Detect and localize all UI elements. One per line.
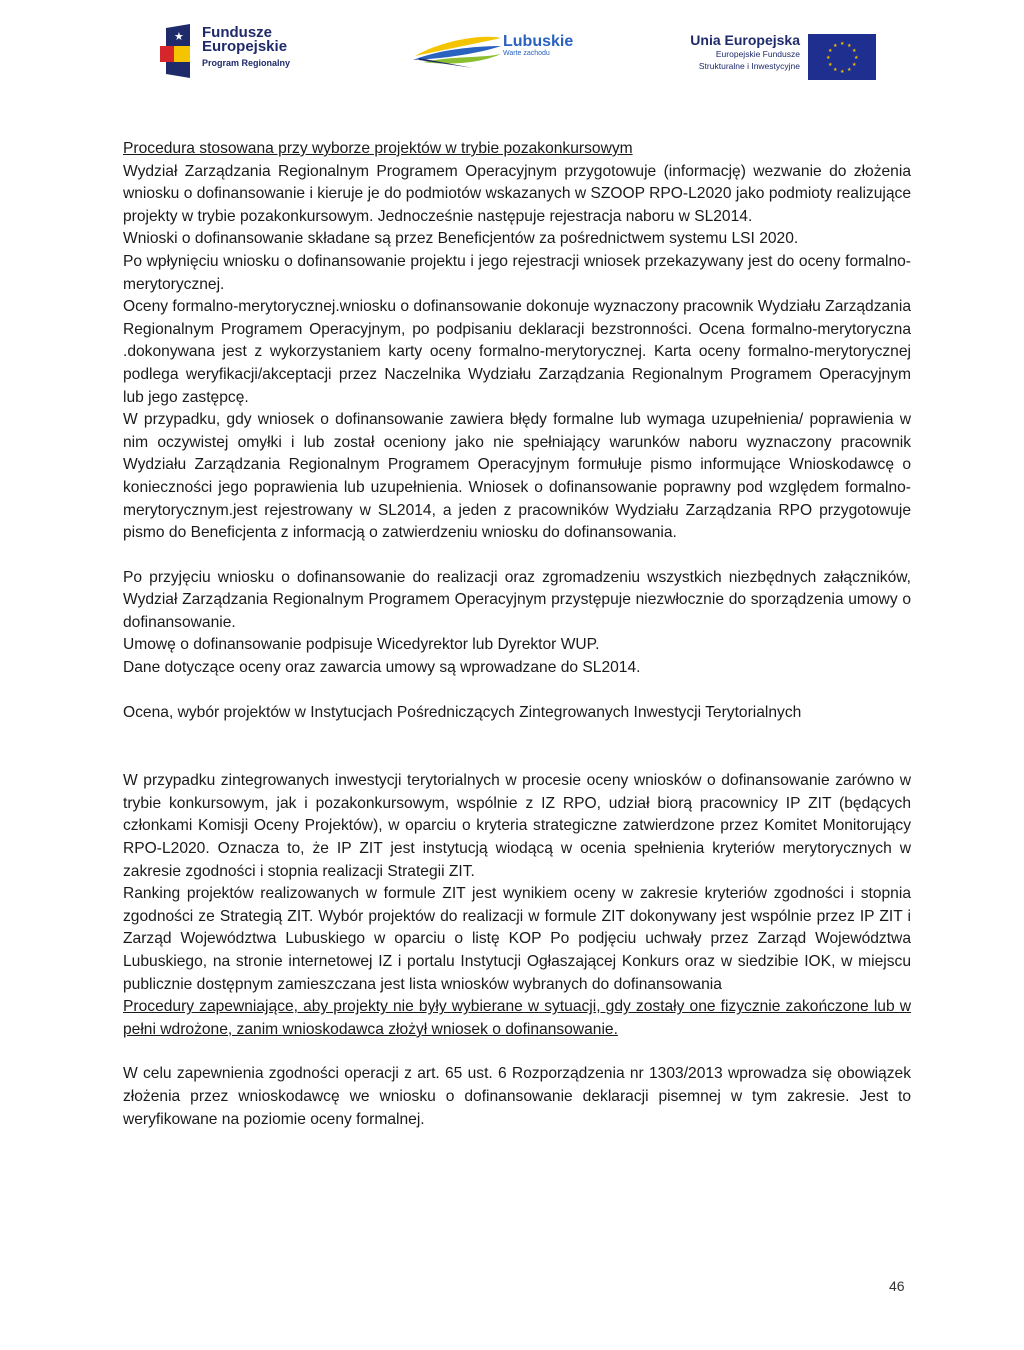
paragraph: W celu zapewnienia zgodności operacji z art. 65 ust. 6 Rozporządzenia nr 1303/2013 wprowadza się obowiązek złożenia przez wnioskodawcę we wniosku o dofinansowanie deklaracji pisemnej w tym zakresie. Jest to weryfikowane na poziomie oceny formalnej. — [123, 1065, 911, 1128]
paragraph: Po wpłynięciu wniosku o dofinansowanie projektu i jego rejestracji wniosek przekazywany jest do oceny formalno-merytorycznej. — [123, 252, 911, 293]
svg-text:★: ★ — [852, 48, 857, 54]
paragraph: Umowę o dofinansowanie podpisuje Wicedyrektor lub Dyrektor WUP. — [123, 636, 600, 654]
svg-text:★: ★ — [840, 69, 845, 75]
fe-logo-line2: Europejskie — [202, 38, 288, 55]
page-number: 46 — [889, 1278, 905, 1294]
fundusze-europejskie-logo — [160, 20, 340, 80]
paragraph: Dane dotyczące oceny oraz zawarcia umowy są wprowadzane do SL2014. — [123, 659, 641, 677]
paragraph: Oceny formalno-merytorycznej.wniosku o dofinansowanie dokonuje wyznaczony pracownik Wydziału Zarządzania Regionalnym Programem Operacyjnym, po podpisaniu deklaracji bezstronności. Ocena formalno-merytoryczna .dokonywana jest z wykorzystaniem karty oceny formalno-merytorycznej. Karta oceny formalno-merytorycznej podlega weryfikacji/akceptacji przez Naczelnika Wydziału Zarządzania Regionalnym Programem Operacyjnym lub jego zastępcę. — [123, 298, 911, 406]
paragraph: W przypadku zintegrowanych inwestycji terytorialnych w procesie oceny wniosków o dofinansowanie zarówno w trybie konkursowym, jak i pozakonkursowym, wspólnie z IZ RPO, udział biorą pracownicy IP ZIT (będących członkami Komisji Oceny Projektów), w oparciu o kryteria strategiczne zatwierdzone przez Komitet Monitorujący RPO-L2020. Oznacza to, że IP ZIT jest instytucją wiodącą w ocenia spełnienia kryteriów merytorycznych w zakresie zgodności i stopnia realizacji Strategii ZIT. — [123, 772, 911, 880]
eu-flag-icon — [808, 34, 876, 80]
fe-logo-line3: Program Regionalny — [202, 58, 291, 68]
fe-logo-line1: Fundusze — [202, 24, 272, 41]
svg-text:★: ★ — [847, 67, 852, 73]
underlined-procedure-heading: Procedury zapewniające, aby projekty nie były wybierane w sytuacji, gdy zostały one fizycznie zakończone lub w pełni wdrożone, zanim wnioskodawca złożył wniosek o dofinansowanie. — [123, 998, 911, 1038]
lubuskie-tagline: Warte zachodu — [503, 50, 550, 57]
section-heading: Procedura stosowana przy wyborze projektów w trybie pozakonkursowym — [123, 140, 633, 157]
svg-text:★: ★ — [833, 43, 838, 49]
lubuskie-name: Lubuskie — [503, 33, 574, 50]
paragraph: W przypadku, gdy wniosek o dofinansowanie zawiera błędy formalne lub wymaga uzupełnienia/ poprawienia w nim oczywistej omyłki i lub został oceniony jako nie spełniający warunków naboru wyznaczony pracownik Wydziału Zarządzania Regionalnym Programem Operacyjnym formułuje pismo informujące Wnioskodawcę o konieczności jego poprawienia lub uzupełnienia. Wniosek o dofinansowanie poprawny pod względem formalno-merytorycznym.jest rejestrowany w SL2014, a jeden z pracowników Wydziału Zarządzania RPO przygotowuje pismo do Beneficjenta z informacją o zatwierdzeniu wniosku do dofinansowania. — [123, 411, 911, 542]
svg-text:★: ★ — [852, 62, 857, 68]
svg-text:★: ★ — [840, 41, 845, 47]
page-header — [0, 18, 1024, 88]
svg-text:★: ★ — [847, 43, 852, 49]
paragraph: Wydział Zarządzania Regionalnym Programem Operacyjnym przygotowuje (informację) wezwanie do złożenia wniosku o dofinansowanie i kieruje je do podmiotów wskazanych w SZOOP RPO-L2020 jako podmioty realizujące projekty w trybie pozakonkursowym. Jednocześnie następuje rejestracja naboru w SL2014. — [123, 162, 911, 225]
fe-flag-icon — [160, 24, 190, 78]
ue-logo-line2: Europejskie Fundusze — [715, 49, 800, 59]
ue-logo-line3: Strukturalne i Inwestycyjne — [698, 61, 800, 71]
svg-text:★: ★ — [828, 48, 833, 54]
document-body — [123, 138, 911, 1131]
paragraph: Ranking projektów realizowanych w formule ZIT jest wynikiem oceny w zakresie kryteriów zgodności i stopnia zgodności ze Strategią ZIT. Wybór projektów do realizacji w formule ZIT dokonywany jest wspólnie przez IP ZIT i Zarząd Województwa Lubuskiego w oparciu o listę KOP Po podjęciu uchwały przez Zarząd Województwa Lubuskiego, na stronie internetowej IZ i portalu Instytucji Ogłaszającej Konkurs oraz w siedzibie IOK, w miejscu publicznie dostępnym zamieszczana jest lista wniosków wybranych do dofinansowania — [123, 885, 911, 993]
svg-text:★: ★ — [833, 67, 838, 73]
svg-text:★: ★ — [174, 30, 184, 43]
svg-text:★: ★ — [854, 55, 859, 61]
paragraph: Wnioski o dofinansowanie składane są przez Beneficjentów za pośrednictwem systemu LSI 2020. — [123, 230, 799, 248]
ue-logo-line1: Unia Europejska — [690, 32, 800, 48]
lubuskie-swoosh-icon — [413, 32, 503, 72]
svg-text:★: ★ — [826, 55, 831, 61]
section-heading: Ocena, wybór projektów w Instytucjach Pośredniczących Zintegrowanych Inwestycji Terytorialnych — [123, 703, 802, 721]
paragraph: Po przyjęciu wniosku o dofinansowanie do realizacji oraz zgromadzeniu wszystkich niezbędnych załączników, Wydział Zarządzania Regionalnym Programem Operacyjnym przystępuje niezwłocznie do sporządzenia umowy o dofinansowanie. — [123, 568, 911, 631]
unia-europejska-logo — [670, 30, 880, 82]
lubuskie-logo — [413, 32, 573, 82]
svg-text:★: ★ — [828, 62, 833, 68]
